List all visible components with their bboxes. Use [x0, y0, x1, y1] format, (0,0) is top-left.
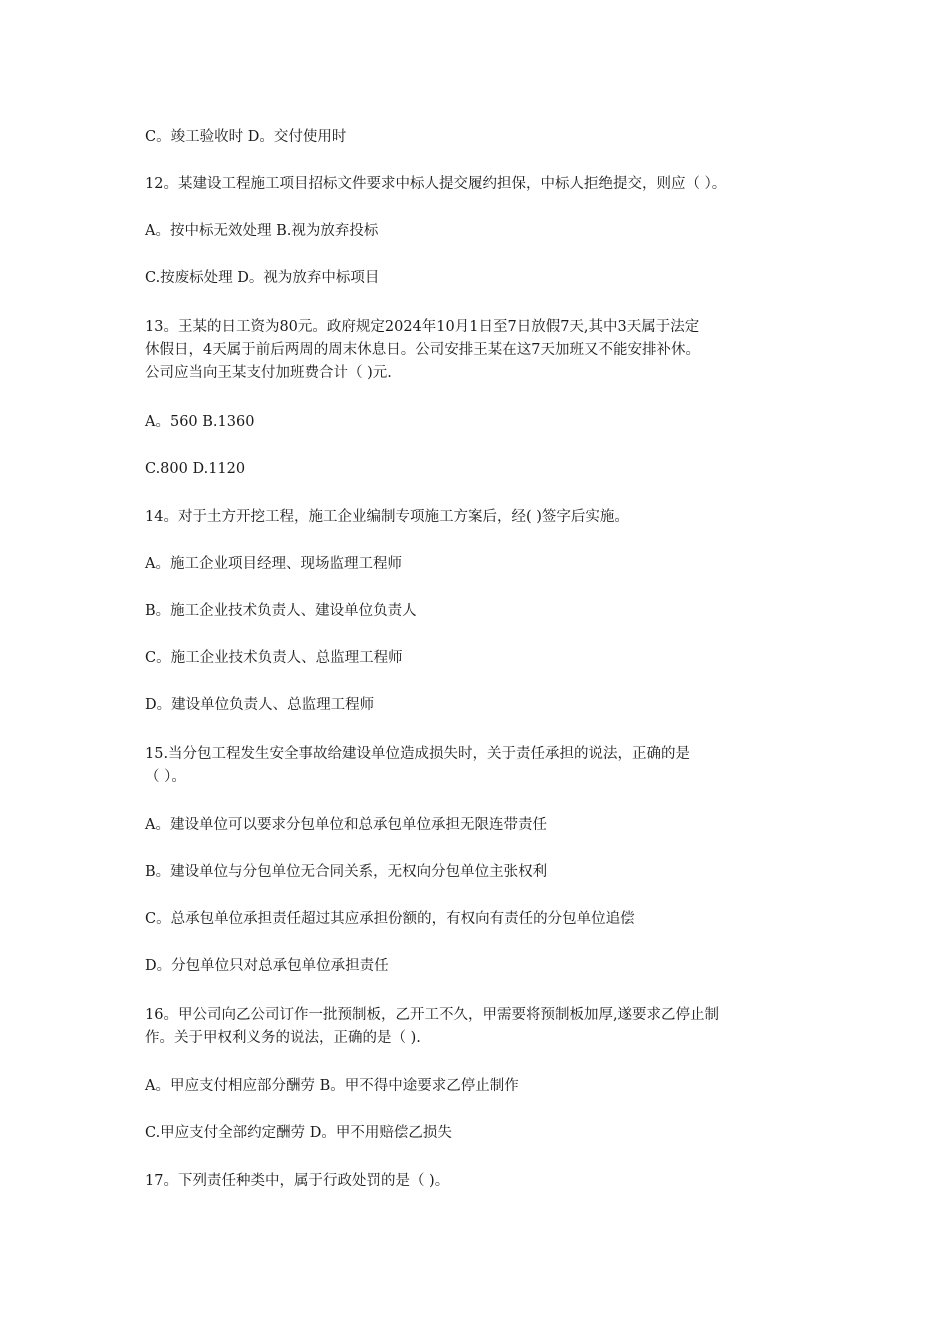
q14-option-d: D。建设单位负责人、总监理工程师	[145, 697, 375, 713]
q14-stem: 14。对于土方开挖工程，施工企业编制专项施工方案后，经( )签字后实施。	[145, 509, 629, 525]
q15-stem-line-2: （ ）。	[145, 769, 186, 785]
q16-options-cd: C.甲应支付全部约定酬劳 D。甲不用赔偿乙损失	[145, 1125, 452, 1141]
q15-stem-line-1: 15.当分包工程发生安全事故给建设单位造成损失时，关于责任承担的说法，正确的是	[145, 746, 691, 762]
q12-stem: 12。某建设工程施工项目招标文件要求中标人提交履约担保，中标人拒绝提交，则应（ ）。	[145, 176, 727, 192]
q12-options-cd: C.按废标处理 D。视为放弃中标项目	[145, 270, 380, 286]
q15-option-c: C。总承包单位承担责任超过其应承担份额的，有权向有责任的分包单位追偿	[145, 911, 635, 927]
q16-stem-line-2: 作。关于甲权利义务的说法，正确的是（ ).	[145, 1030, 421, 1046]
q15-option-d: D。分包单位只对总承包单位承担责任	[145, 958, 389, 974]
q13-stem-line-3: 公司应当向王某支付加班费合计（ )元.	[145, 365, 392, 381]
q14-option-c: C。施工企业技术负责人、总监理工程师	[145, 650, 403, 666]
q15-option-a: A。建设单位可以要求分包单位和总承包单位承担无限连带责任	[145, 817, 547, 833]
q12-options-ab: A。按中标无效处理 B.视为放弃投标	[145, 223, 379, 239]
q11-options-cd: C。竣工验收时 D。交付使用时	[145, 129, 347, 145]
q13-stem-line-2: 休假日，4天属于前后两周的周末休息日。公司安排王某在这7天加班又不能安排补休。	[145, 342, 700, 358]
q13-options-cd: C.800 D.1120	[145, 461, 246, 477]
q14-option-a: A。施工企业项目经理、现场监理工程师	[145, 556, 402, 572]
q15-option-b: B。建设单位与分包单位无合同关系，无权向分包单位主张权利	[145, 864, 548, 880]
q16-options-ab: A。甲应支付相应部分酬劳 B。甲不得中途要求乙停止制作	[145, 1078, 519, 1094]
q17-stem: 17。下列责任种类中，属于行政处罚的是（ )。	[145, 1173, 450, 1189]
q13-options-ab: A。560 B.1360	[145, 414, 255, 430]
q16-stem-line-1: 16。甲公司向乙公司订作一批预制板，乙开工不久，甲需要将预制板加厚,遂要求乙停止制	[145, 1007, 720, 1023]
q14-option-b: B。施工企业技术负责人、建设单位负责人	[145, 603, 417, 619]
q13-stem-line-1: 13。王某的日工资为80元。政府规定2024年10月1日至7日放假7天,其中3天属于法定	[145, 319, 700, 335]
